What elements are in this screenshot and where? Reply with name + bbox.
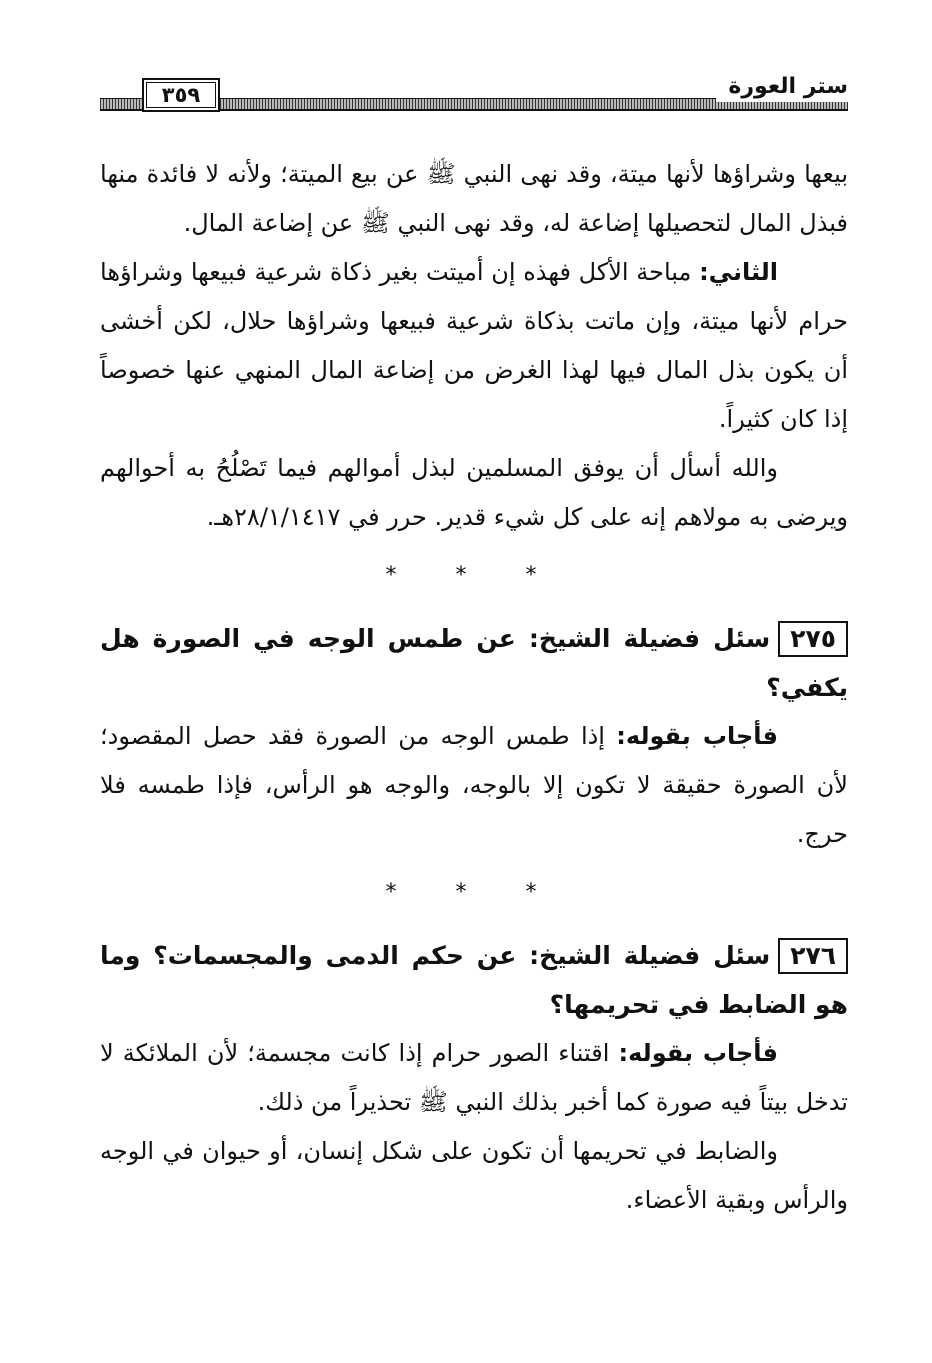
question-number-276: ٢٧٦ xyxy=(778,938,848,974)
question-number-275: ٢٧٥ xyxy=(778,621,848,657)
rule-276: والضابط في تحريمها أن تكون على شكل إنسان، أو حيوان في الوجه والرأس وبقية الأعضاء. xyxy=(100,1137,848,1214)
question-275 xyxy=(100,614,848,712)
answer-276 xyxy=(100,1029,848,1127)
answer-text-276: اقتناء الصور حرام إذا كانت مجسمة؛ لأن الملائكة لا تدخل بيتاً فيه صورة كما أخبر بذلك النبي ﷺ تحذيراً من ذلك. xyxy=(100,1039,848,1116)
question-text-275: سئل فضيلة الشيخ: عن طمس الوجه في الصورة هل يكفي؟ xyxy=(100,624,848,702)
paragraph-second xyxy=(100,248,848,444)
answer-text-275: إذا طمس الوجه من الصورة فقد حصل المقصود؛ لأن الصورة حقيقة لا تكون إلا بالوجه، والوجه هو الرأس، فإذا طمسه فلا حرج. xyxy=(100,722,848,848)
answer-275 xyxy=(100,712,848,859)
second-lead: الثاني: xyxy=(699,258,778,286)
separator-stars-2: * * * xyxy=(385,880,563,905)
running-title: ستر العورة xyxy=(716,72,848,102)
paragraph-closing: والله أسأل أن يوفق المسلمين لبذل أموالهم فيما تَصْلُحُ به أحوالهم ويرضى به مولاهم إنه على كل شيء قدير. حرر في ٢٨/١/١٤١٧هـ. xyxy=(100,454,848,531)
page-body xyxy=(100,150,848,1225)
answer-lead-275: فأجاب بقوله: xyxy=(616,722,778,750)
second-text: مباحة الأكل فهذه إن أميتت بغير ذكاة شرعية فبيعها وشراؤها حرام لأنها ميتة، وإن ماتت بذكاة شرعية فبيعها وشراؤها حلال، لكن أخشى أن يكون بذل المال فيها لهذا الغرض من إضاعة المال المنهي عنها خصوصاً إذا كان كثيراً. xyxy=(100,258,848,433)
question-276 xyxy=(100,931,848,1029)
page-header xyxy=(100,72,848,122)
question-text-276: سئل فضيلة الشيخ: عن حكم الدمى والمجسمات؟ وما هو الضابط في تحريمها؟ xyxy=(100,941,848,1019)
answer-lead-276: فأجاب بقوله: xyxy=(618,1039,778,1067)
paragraph-continuation: بيعها وشراؤها لأنها ميتة، وقد نهى النبي ﷺ عن بيع الميتة؛ ولأنه لا فائدة منها فبذل المال لتحصيلها إضاعة له، وقد نهى النبي ﷺ عن إضاعة المال. xyxy=(100,160,848,237)
page-number: ٣٥٩ xyxy=(142,78,220,112)
separator-stars: * * * xyxy=(385,563,563,588)
